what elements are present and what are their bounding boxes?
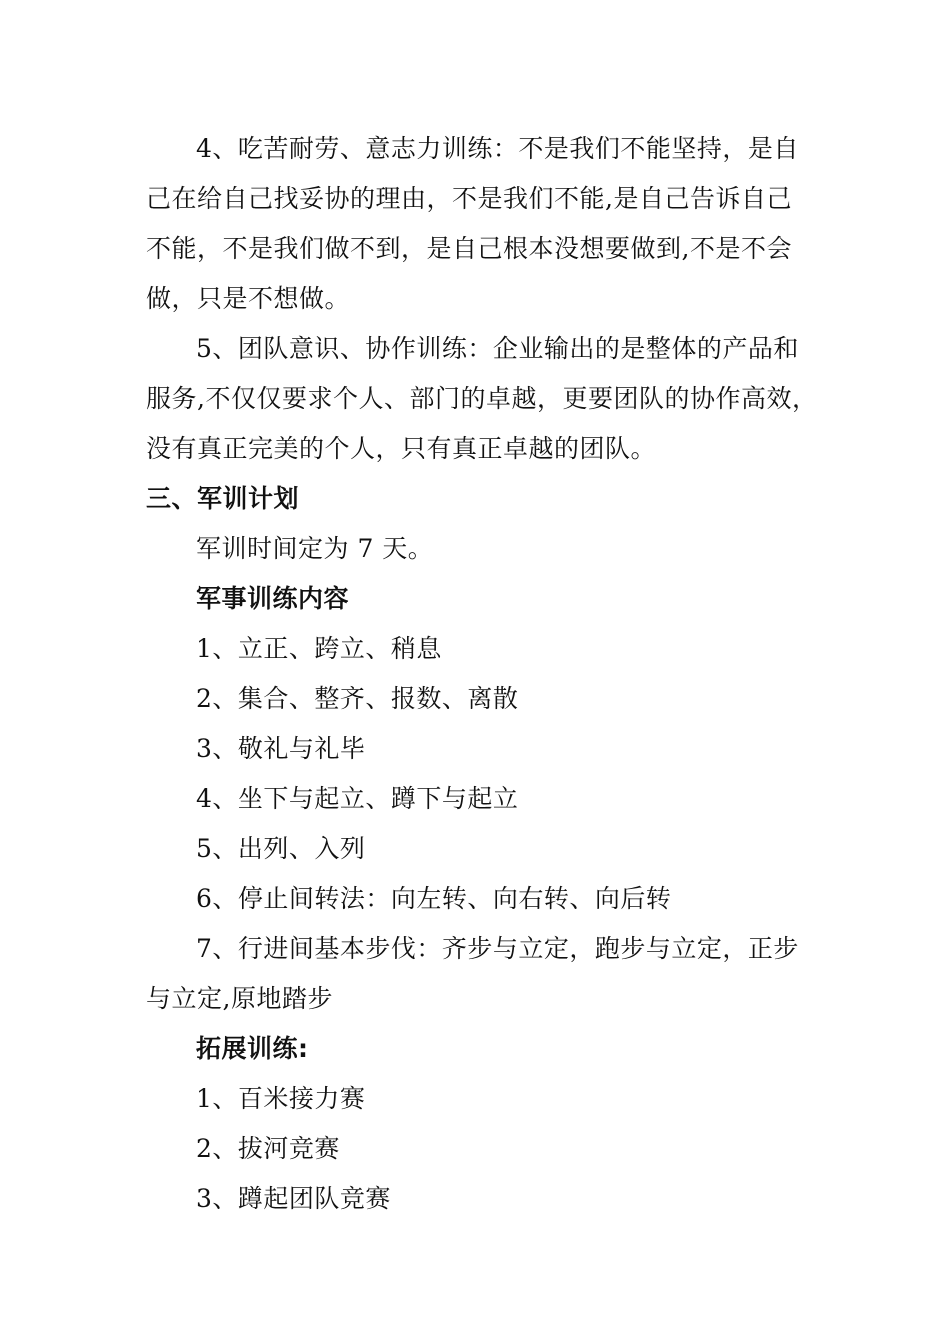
list-item-7-line-2: 与立定,原地踏步 xyxy=(146,984,333,1013)
list-item: 5、出列、入列 xyxy=(196,834,366,863)
paragraph-4-line-1: 4、吃苦耐劳、意志力训练：不是我们不能坚持，是自 xyxy=(196,134,799,163)
paragraph-5-line-3: 没有真正完美的个人，只有真正卓越的团队。 xyxy=(146,434,657,463)
list-item: 3、敬礼与礼毕 xyxy=(196,734,366,763)
list-item: 2、集合、整齐、报数、离散 xyxy=(196,684,519,713)
paragraph-4-line-3: 不能，不是我们做不到，是自己根本没想要做到,不是不会 xyxy=(146,234,792,263)
section-heading: 三、军训计划 xyxy=(146,484,300,513)
list-item: 1、百米接力赛 xyxy=(196,1084,366,1113)
document-page xyxy=(146,124,818,1224)
list-item: 1、立正、跨立、稍息 xyxy=(196,634,442,663)
list-item: 2、拔河竞赛 xyxy=(196,1134,340,1163)
military-training-title: 军事训练内容 xyxy=(196,584,350,613)
list-item-7-line-1: 7、行进间基本步伐：齐步与立定，跑步与立定，正步 xyxy=(196,934,799,963)
list-item: 4、坐下与起立、蹲下与起立 xyxy=(196,784,519,813)
paragraph-5-line-1: 5、团队意识、协作训练：企业输出的是整体的产品和 xyxy=(196,334,799,363)
paragraph-4-line-4: 做，只是不想做。 xyxy=(146,284,351,313)
training-duration: 军训时间定为 7 天。 xyxy=(196,534,434,563)
paragraph-4-line-2: 己在给自己找妥协的理由，不是我们不能,是自己告诉自己 xyxy=(146,184,792,213)
list-item: 6、停止间转法：向左转、向右转、向后转 xyxy=(196,884,672,913)
paragraph-5-line-2: 服务,不仅仅要求个人、部门的卓越，更要团队的协作高效， xyxy=(146,384,818,413)
expansion-training-title: 拓展训练: xyxy=(196,1034,309,1063)
list-item: 3、蹲起团队竞赛 xyxy=(196,1184,391,1213)
